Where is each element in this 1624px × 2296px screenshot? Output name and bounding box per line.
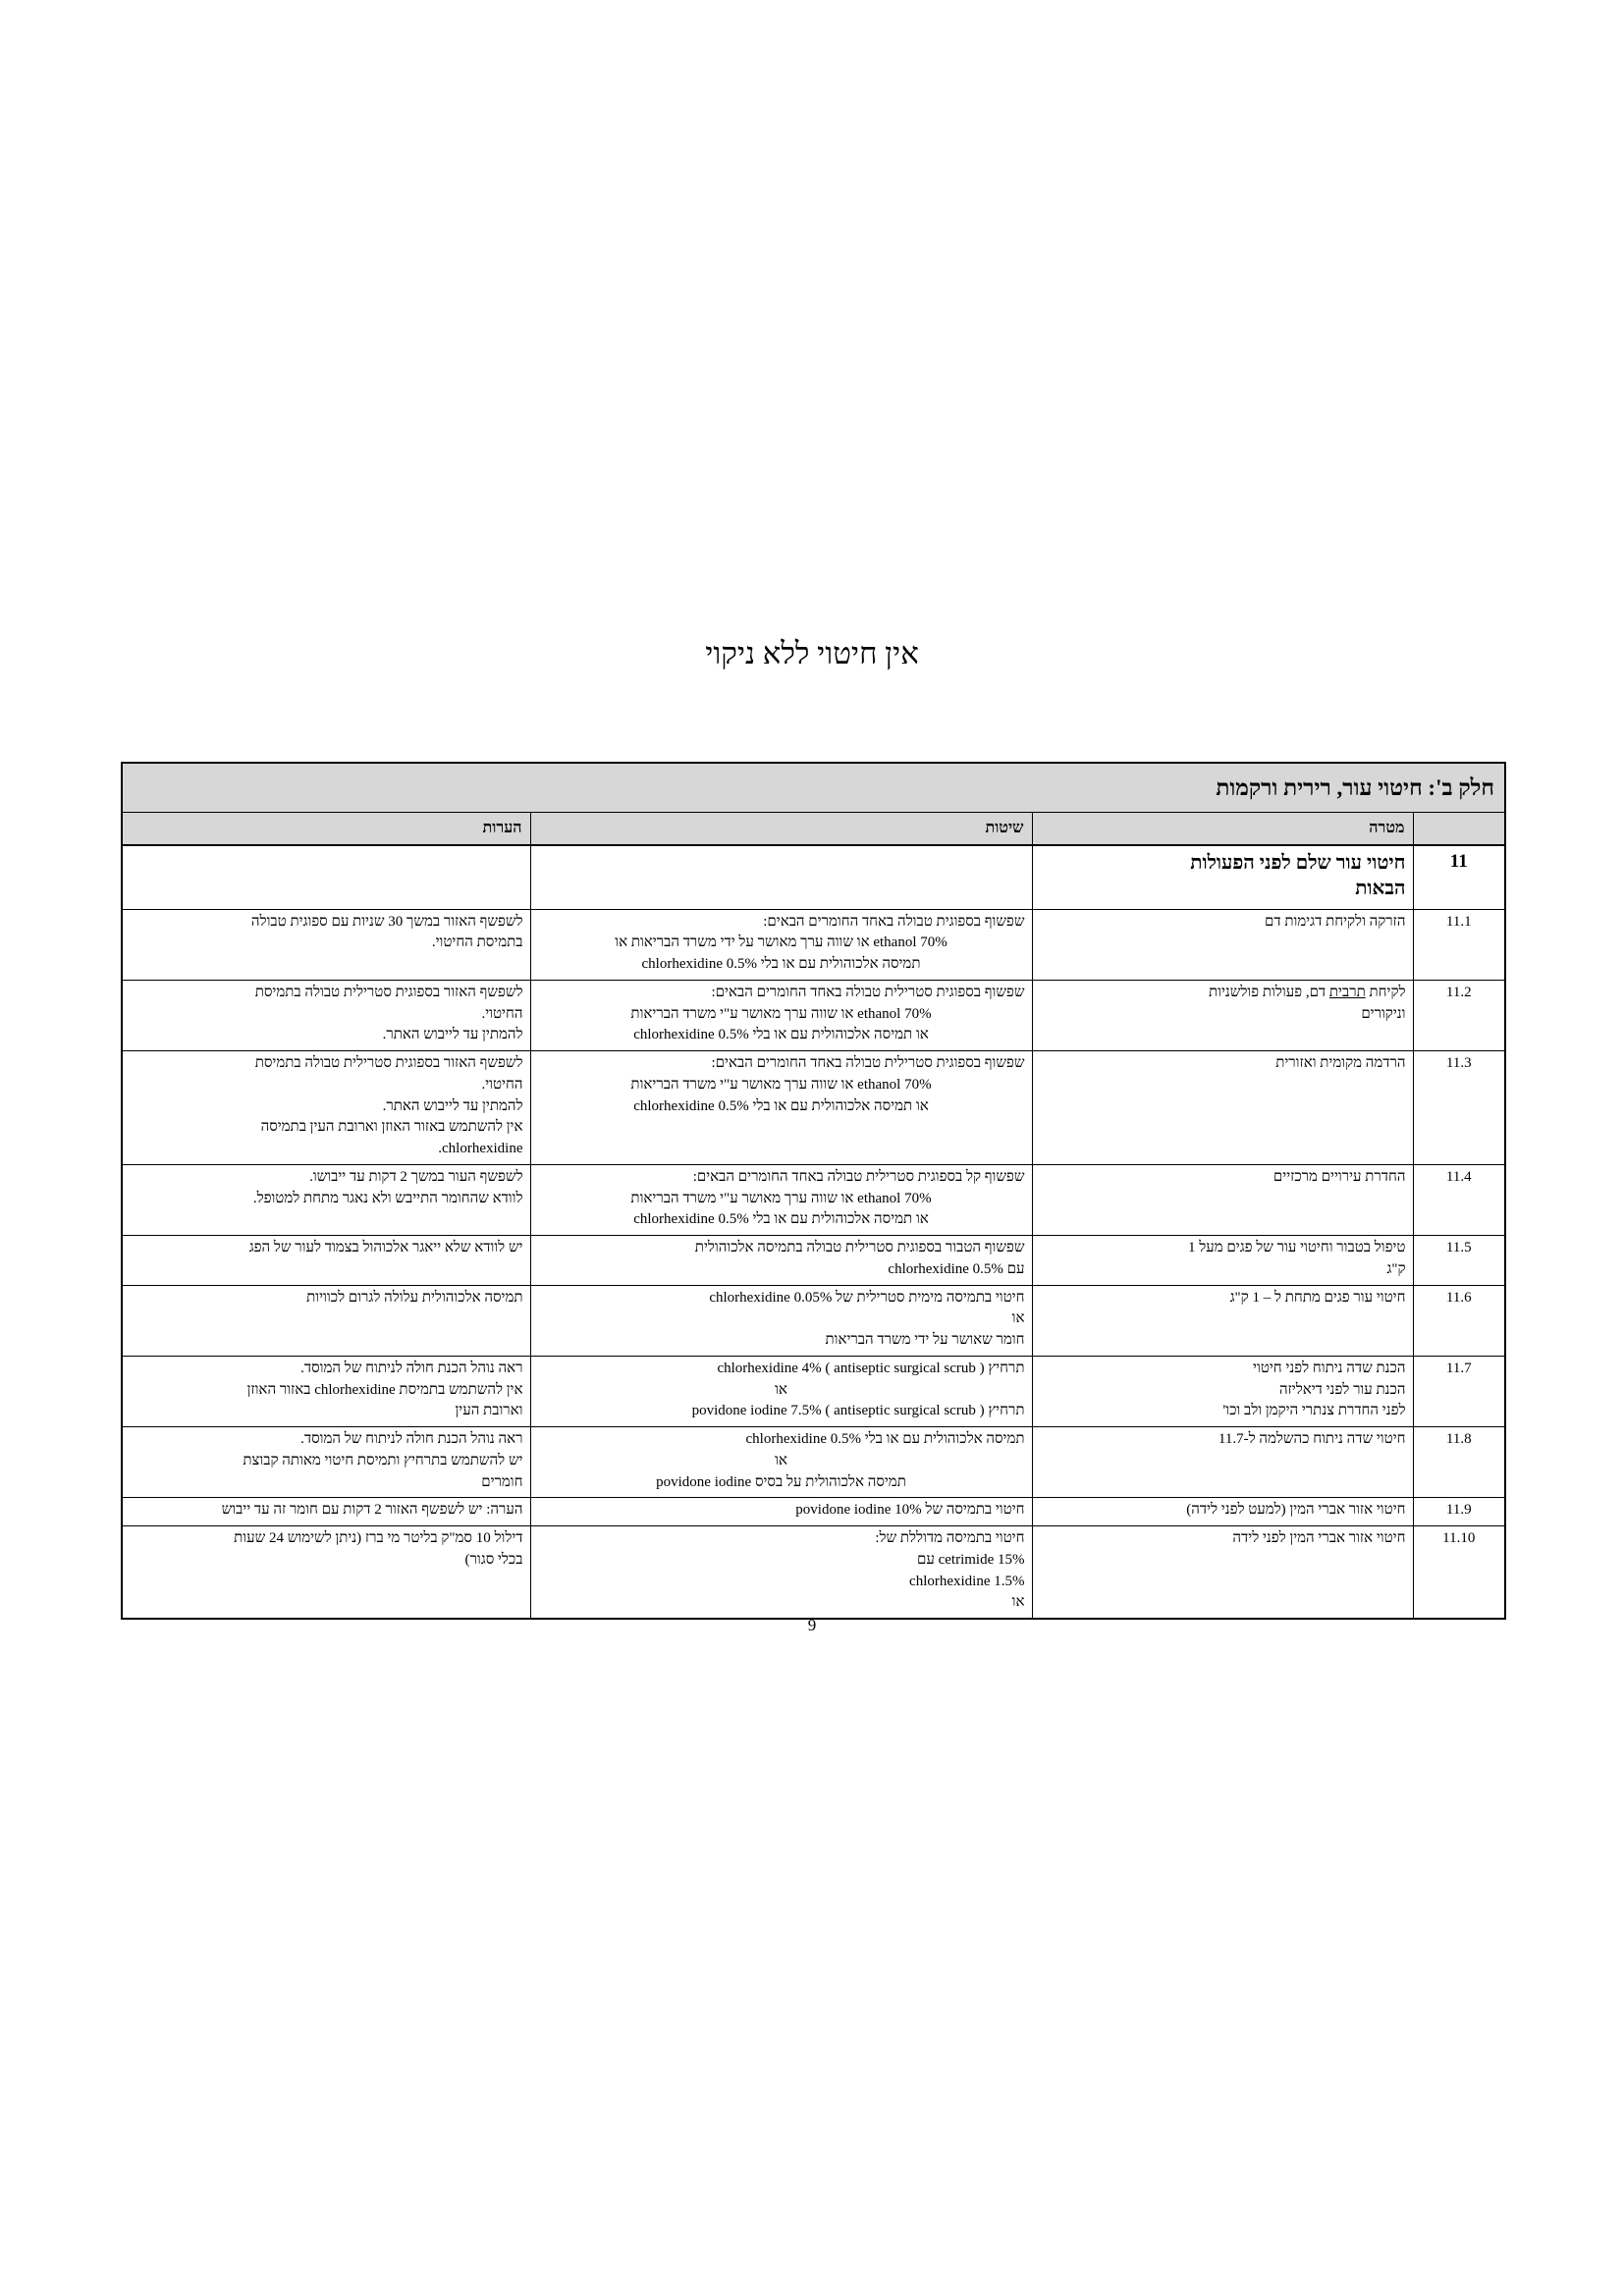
purpose-cell: החדרת עירויים מרכזיים [1032, 1164, 1413, 1235]
notes-cell: יש לוודא שלא ייאגר אלכוהול בצמוד לעור של הפג [122, 1236, 530, 1286]
notes-cell: לשפשף האזור בספוגית סטרילית טבולה בתמיסת החיטוי. להמתין עד לייבוש האתר. אין להשתמש באזור האוזן וארובת העין בתמיסה chlorhexidine. [122, 1051, 530, 1165]
column-header-number [1413, 813, 1505, 845]
methods-cell: שפשוף בספוגית סטרילית טבולה באחד החומרים הבאים: ethanol 70% או שווה ערך מאושר ע"י משרד הבריאות או תמיסה אלכוהולית עם או בלי chlorhexidine 0.5% [530, 1051, 1032, 1165]
purpose-cell: חיטוי עור פגים מתחת ל – 1 ק"ג [1032, 1285, 1413, 1356]
page-number: 9 [807, 1616, 817, 1634]
purpose-cell: חיטוי עור שלם לפני הפעולות הבאות [1032, 845, 1413, 910]
methods-cell: חיטוי בתמיסה מדוללת של: cetrimide 15% עם chlorhexidine 1.5% או [530, 1526, 1032, 1620]
purpose-cell: הרדמה מקומית ואזורית [1032, 1051, 1413, 1165]
table-title-row [122, 763, 1505, 813]
row-number: 11.4 [1413, 1164, 1505, 1235]
notes-cell: ראה נוהל הכנת חולה לניתוח של המוסד. אין להשתמש בתמיסת chlorhexidine באזור האוזן וארובת העין [122, 1356, 530, 1426]
methods-cell [530, 845, 1032, 910]
purpose-cell: לקיחת תרבית דם, פעולות פולשניות וניקורים [1032, 980, 1413, 1050]
methods-cell: שפשוף בספוגית סטרילית טבולה באחד החומרים הבאים: ethanol 70% או שווה ערך מאושר ע"י משרד הבריאות או תמיסה אלכוהולית עם או בלי chlorhexidine 0.5% [530, 980, 1032, 1050]
table-row [122, 1356, 1505, 1426]
notes-cell: הערה: יש לשפשף האזור 2 דקות עם חומר זה עד ייבוש [122, 1498, 530, 1526]
row-number: 11 [1413, 845, 1505, 910]
methods-cell: שפשוף הטבור בספוגית סטרילית טבולה בתמיסה אלכוהולית עם chlorhexidine 0.5% [530, 1236, 1032, 1286]
purpose-cell: טיפול בטבור וחיטוי עור של פגים מעל 1 ק"ג [1032, 1236, 1413, 1286]
methods-cell: חיטוי בתמיסה של povidone iodine 10% [530, 1498, 1032, 1526]
purpose-cell: חיטוי אזור אברי המין לפני לידה [1032, 1526, 1413, 1620]
row-number: 11.5 [1413, 1236, 1505, 1286]
table-row [122, 980, 1505, 1050]
disinfection-table [121, 762, 1506, 1620]
table-row [122, 1498, 1505, 1526]
table-row [122, 1526, 1505, 1620]
notes-cell: תמיסה אלכוהולית עלולה לגרום לכוויות [122, 1285, 530, 1356]
table-row [122, 1427, 1505, 1498]
notes-cell [122, 845, 530, 910]
row-number: 11.7 [1413, 1356, 1505, 1426]
column-header-methods: שיטות [530, 813, 1032, 845]
column-header-purpose: מטרה [1032, 813, 1413, 845]
row-number: 11.10 [1413, 1526, 1505, 1620]
page-heading: אין חיטוי ללא ניקוי [705, 636, 919, 670]
methods-cell: חיטוי בתמיסה מימית סטרילית של chlorhexidine 0.05% או חומר שאושר על ידי משרד הבריאות [530, 1285, 1032, 1356]
table-row [122, 1236, 1505, 1286]
column-header-notes: הערות [122, 813, 530, 845]
methods-cell: שפשוף קל בספוגית סטרילית טבולה באחד החומרים הבאים: ethanol 70% או שווה ערך מאושר ע"י משרד הבריאות או תמיסה אלכוהולית עם או בלי chlorhexidine 0.5% [530, 1164, 1032, 1235]
notes-cell: דילול 10 סמ"ק בליטר מי ברז (ניתן לשימוש 24 שעות בכלי סגור) [122, 1526, 530, 1620]
purpose-cell: חיטוי אזור אברי המין (למעט לפני לידה) [1032, 1498, 1413, 1526]
methods-cell: שפשוף בספוגית טבולה באחד החומרים הבאים: ethanol 70% או שווה ערך מאושר על ידי משרד הבריאות או תמיסה אלכוהולית עם או בלי chlorhexidine 0.5% [530, 909, 1032, 980]
table-row [122, 1164, 1505, 1235]
methods-cell: תרחיץ chlorhexidine 4% ( antiseptic surgical scrub ) או תרחיץ povidone iodine 7.5% ( antiseptic surgical scrub ) [530, 1356, 1032, 1426]
methods-cell: תמיסה אלכוהולית עם או בלי chlorhexidine 0.5% או תמיסה אלכוהולית על בסיס povidone iodine [530, 1427, 1032, 1498]
table-body [122, 845, 1505, 1620]
row-number: 11.3 [1413, 1051, 1505, 1165]
column-header-row [122, 813, 1505, 845]
table-row [122, 845, 1505, 910]
notes-cell: לשפשף האזור בספוגית סטרילית טבולה בתמיסת החיטוי. להמתין עד לייבוש האתר. [122, 980, 530, 1050]
table-title: חלק ב': חיטוי עור, רירית ורקמות [122, 763, 1505, 813]
row-number: 11.6 [1413, 1285, 1505, 1356]
purpose-cell: הכנת שדה ניתוח לפני חיטוי הכנת עור לפני דיאליזה לפני החדרת צנתרי היקמן ולב וכו' [1032, 1356, 1413, 1426]
table-row [122, 1051, 1505, 1165]
notes-cell: ראה נוהל הכנת חולה לניתוח של המוסד. יש להשתמש בתרחיץ ותמיסת חיטוי מאותה קבוצת חומרים [122, 1427, 530, 1498]
table-row [122, 1285, 1505, 1356]
table-container [121, 762, 1504, 1620]
row-number: 11.8 [1413, 1427, 1505, 1498]
notes-cell: לשפשף האזור במשך 30 שניות עם ספוגית טבולה בתמיסת החיטוי. [122, 909, 530, 980]
notes-cell: לשפשף העור במשך 2 דקות עד ייבושו. לוודא שהחומר התייבש ולא נאגר מתחת למטופל. [122, 1164, 530, 1235]
row-number: 11.2 [1413, 980, 1505, 1050]
row-number: 11.9 [1413, 1498, 1505, 1526]
table-row [122, 909, 1505, 980]
purpose-cell: הזרקה ולקיחת דגימות דם [1032, 909, 1413, 980]
row-number: 11.1 [1413, 909, 1505, 980]
purpose-cell: חיטוי שדה ניתוח כהשלמה ל-11.7 [1032, 1427, 1413, 1498]
